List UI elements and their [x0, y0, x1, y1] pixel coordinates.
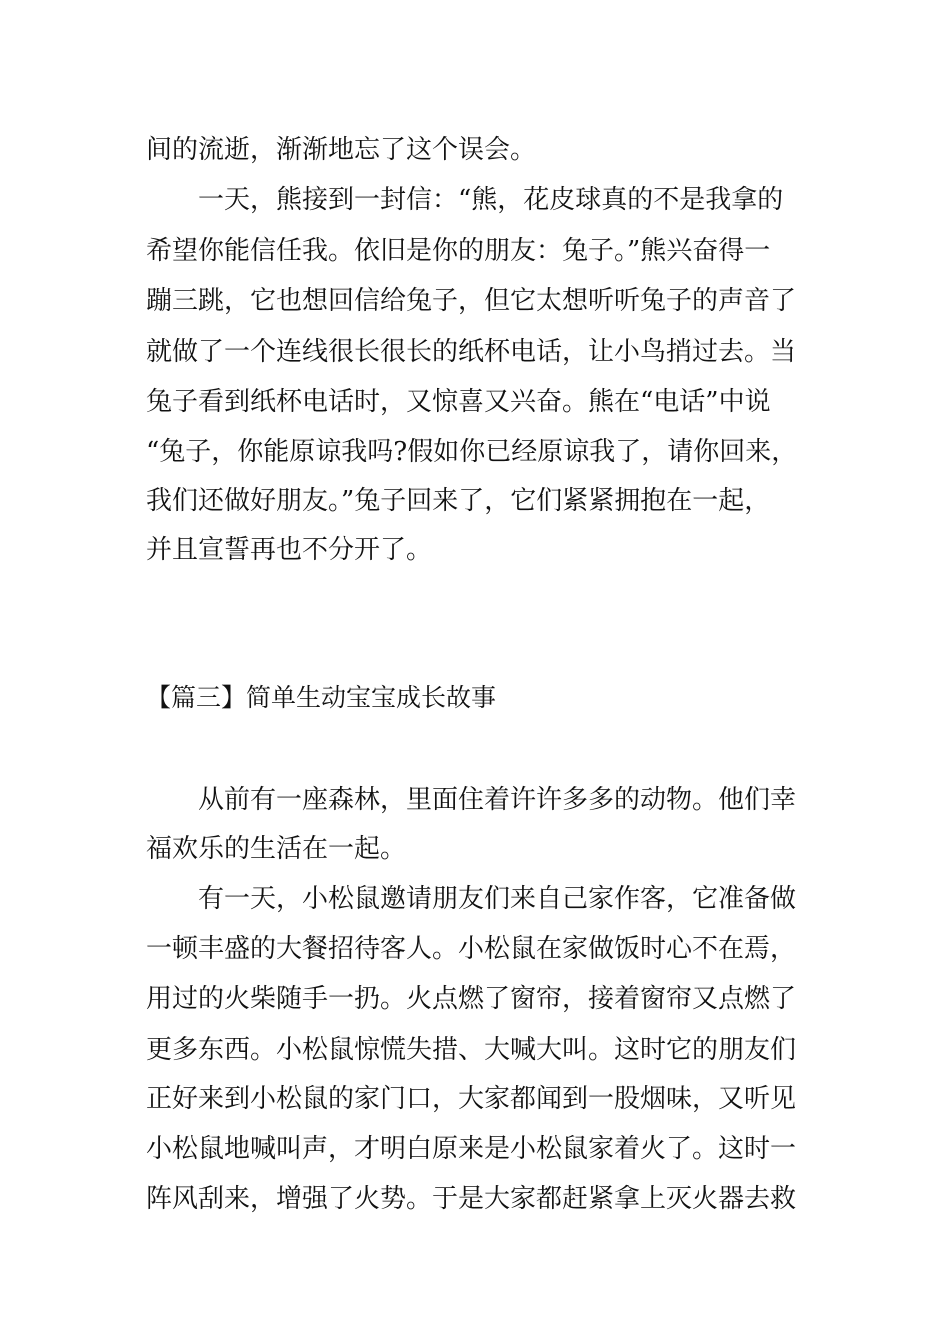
- text-line: 一顿丰盛的大餐招待客人。小松鼠在家做饭时心不在焉，: [146, 934, 797, 964]
- text-line: 更多东西。小松鼠惊慌失措、大喊大叫。这时它的朋友们: [146, 1035, 797, 1065]
- paragraph-start-line: 一天，熊接到一封信：“熊，花皮球真的不是我拿的: [198, 185, 784, 215]
- text-line: 阵风刮来，增强了火势。于是大家都赶紧拿上灭火器去救: [146, 1184, 797, 1214]
- text-line: 正好来到小松鼠的家门口，大家都闻到一股烟味，又听见: [146, 1084, 797, 1114]
- text-line: “兔子，你能原谅我吗?假如你已经原谅我了，请你回来，: [146, 437, 798, 467]
- text-line: 福欢乐的生活在一起。: [146, 834, 407, 864]
- text-line: 兔子看到纸杯电话时，又惊喜又兴奋。熊在“电话”中说: [146, 387, 771, 417]
- text-line: 间的流逝，渐渐地忘了这个误会。: [146, 135, 537, 165]
- text-line: 并且宣誓再也不分开了。: [146, 535, 433, 565]
- text-line: 我们还做好朋友。”兔子回来了，它们紧紧拥抱在一起，: [146, 486, 771, 516]
- text-line: 希望你能信任我。依旧是你的朋友：兔子。”熊兴奋得一: [146, 236, 771, 266]
- section-heading: 【篇三】简单生动宝宝成长故事: [146, 683, 497, 712]
- text-line: 用过的火柴随手一扔。火点燃了窗帘，接着窗帘又点燃了: [146, 984, 797, 1014]
- paragraph-start-line: 有一天，小松鼠邀请朋友们来自己家作客，它准备做: [198, 884, 797, 914]
- text-line: 蹦三跳，它也想回信给兔子，但它太想听听兔子的声音了: [146, 286, 797, 316]
- text-line: 就做了一个连线很长很长的纸杯电话，让小鸟捎过去。当: [146, 337, 797, 367]
- text-line: 小松鼠地喊叫声，才明白原来是小松鼠家着火了。这时一: [146, 1134, 797, 1164]
- paragraph-start-line: 从前有一座森林，里面住着许许多多的动物。他们幸: [198, 785, 797, 815]
